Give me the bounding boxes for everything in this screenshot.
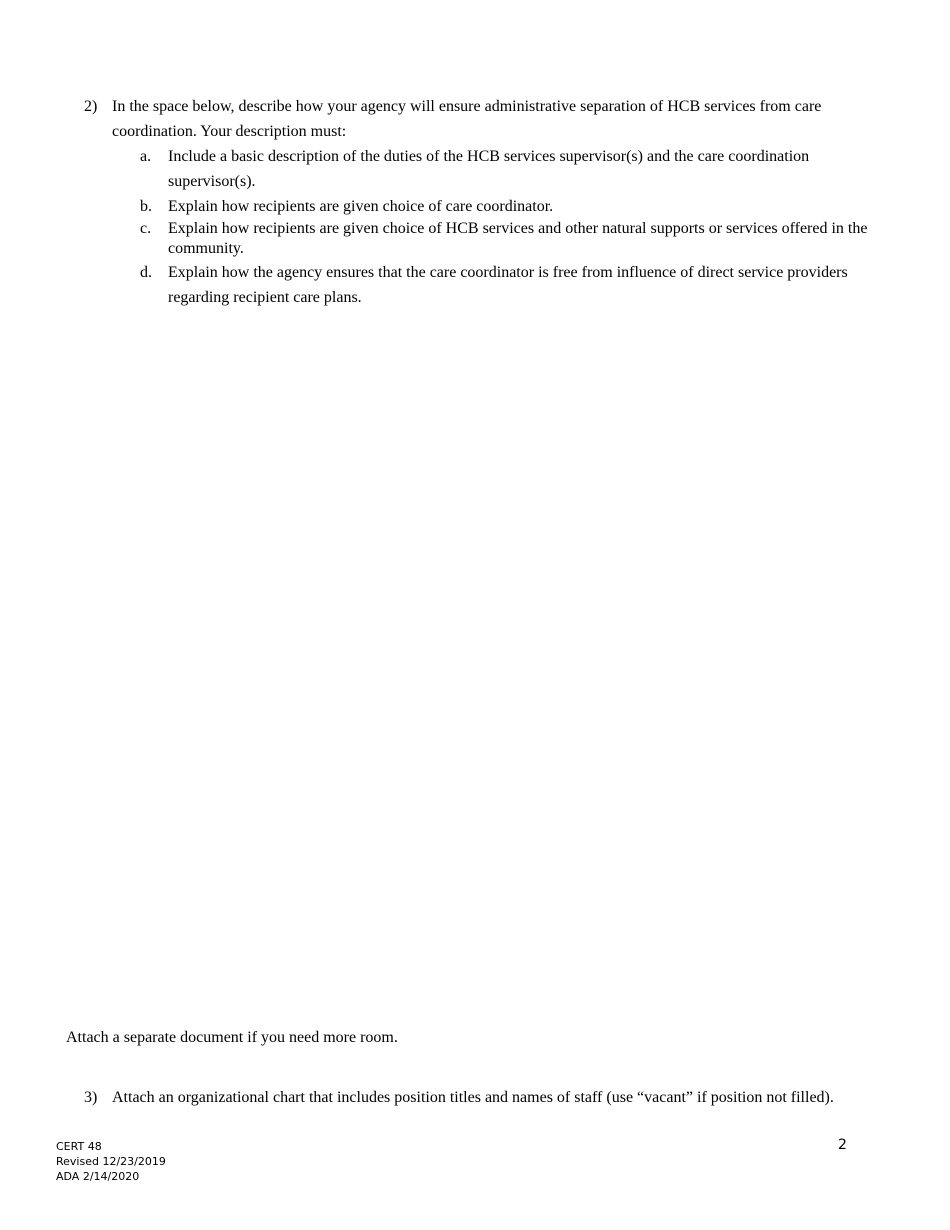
- subitem-b-text: Explain how recipients are given choice of care coordinator.: [168, 198, 554, 215]
- subitem-b-letter: b.: [140, 198, 152, 215]
- revised-date: Revised 12/23/2019: [56, 1155, 166, 1168]
- subitem-a-text: Include a basic description of the duties of the HCB services supervisor(s) and the care coordination supervisor(s).: [168, 148, 810, 190]
- question-3-number: 3): [84, 1089, 98, 1106]
- subitem-a-letter: a.: [140, 148, 152, 165]
- subitem-d-letter: d.: [140, 264, 152, 281]
- response-area: [112, 320, 892, 1010]
- subitem-d-text: Explain how the agency ensures that the care coordinator is free from influence of direct service providers regarding recipient care plans.: [168, 264, 848, 306]
- page-number: 2: [838, 1137, 847, 1153]
- subitem-c-letter: c.: [140, 220, 152, 237]
- footer-info: [56, 1139, 166, 1184]
- attach-note: Attach a separate document if you need more room.: [66, 1029, 398, 1046]
- form-id: CERT 48: [56, 1140, 102, 1153]
- question-2-text: In the space below, describe how your agency will ensure administrative separation of HCB services from care coordination. Your description must:: [112, 98, 822, 140]
- question-2-number: 2): [84, 98, 98, 115]
- question-3-text: Attach an organizational chart that includes position titles and names of staff (use “vacant” if position not filled).: [112, 1089, 834, 1106]
- ada-date: ADA 2/14/2020: [56, 1170, 140, 1183]
- subitem-c-text: Explain how recipients are given choice of HCB services and other natural supports or services offered in the community.: [168, 220, 868, 257]
